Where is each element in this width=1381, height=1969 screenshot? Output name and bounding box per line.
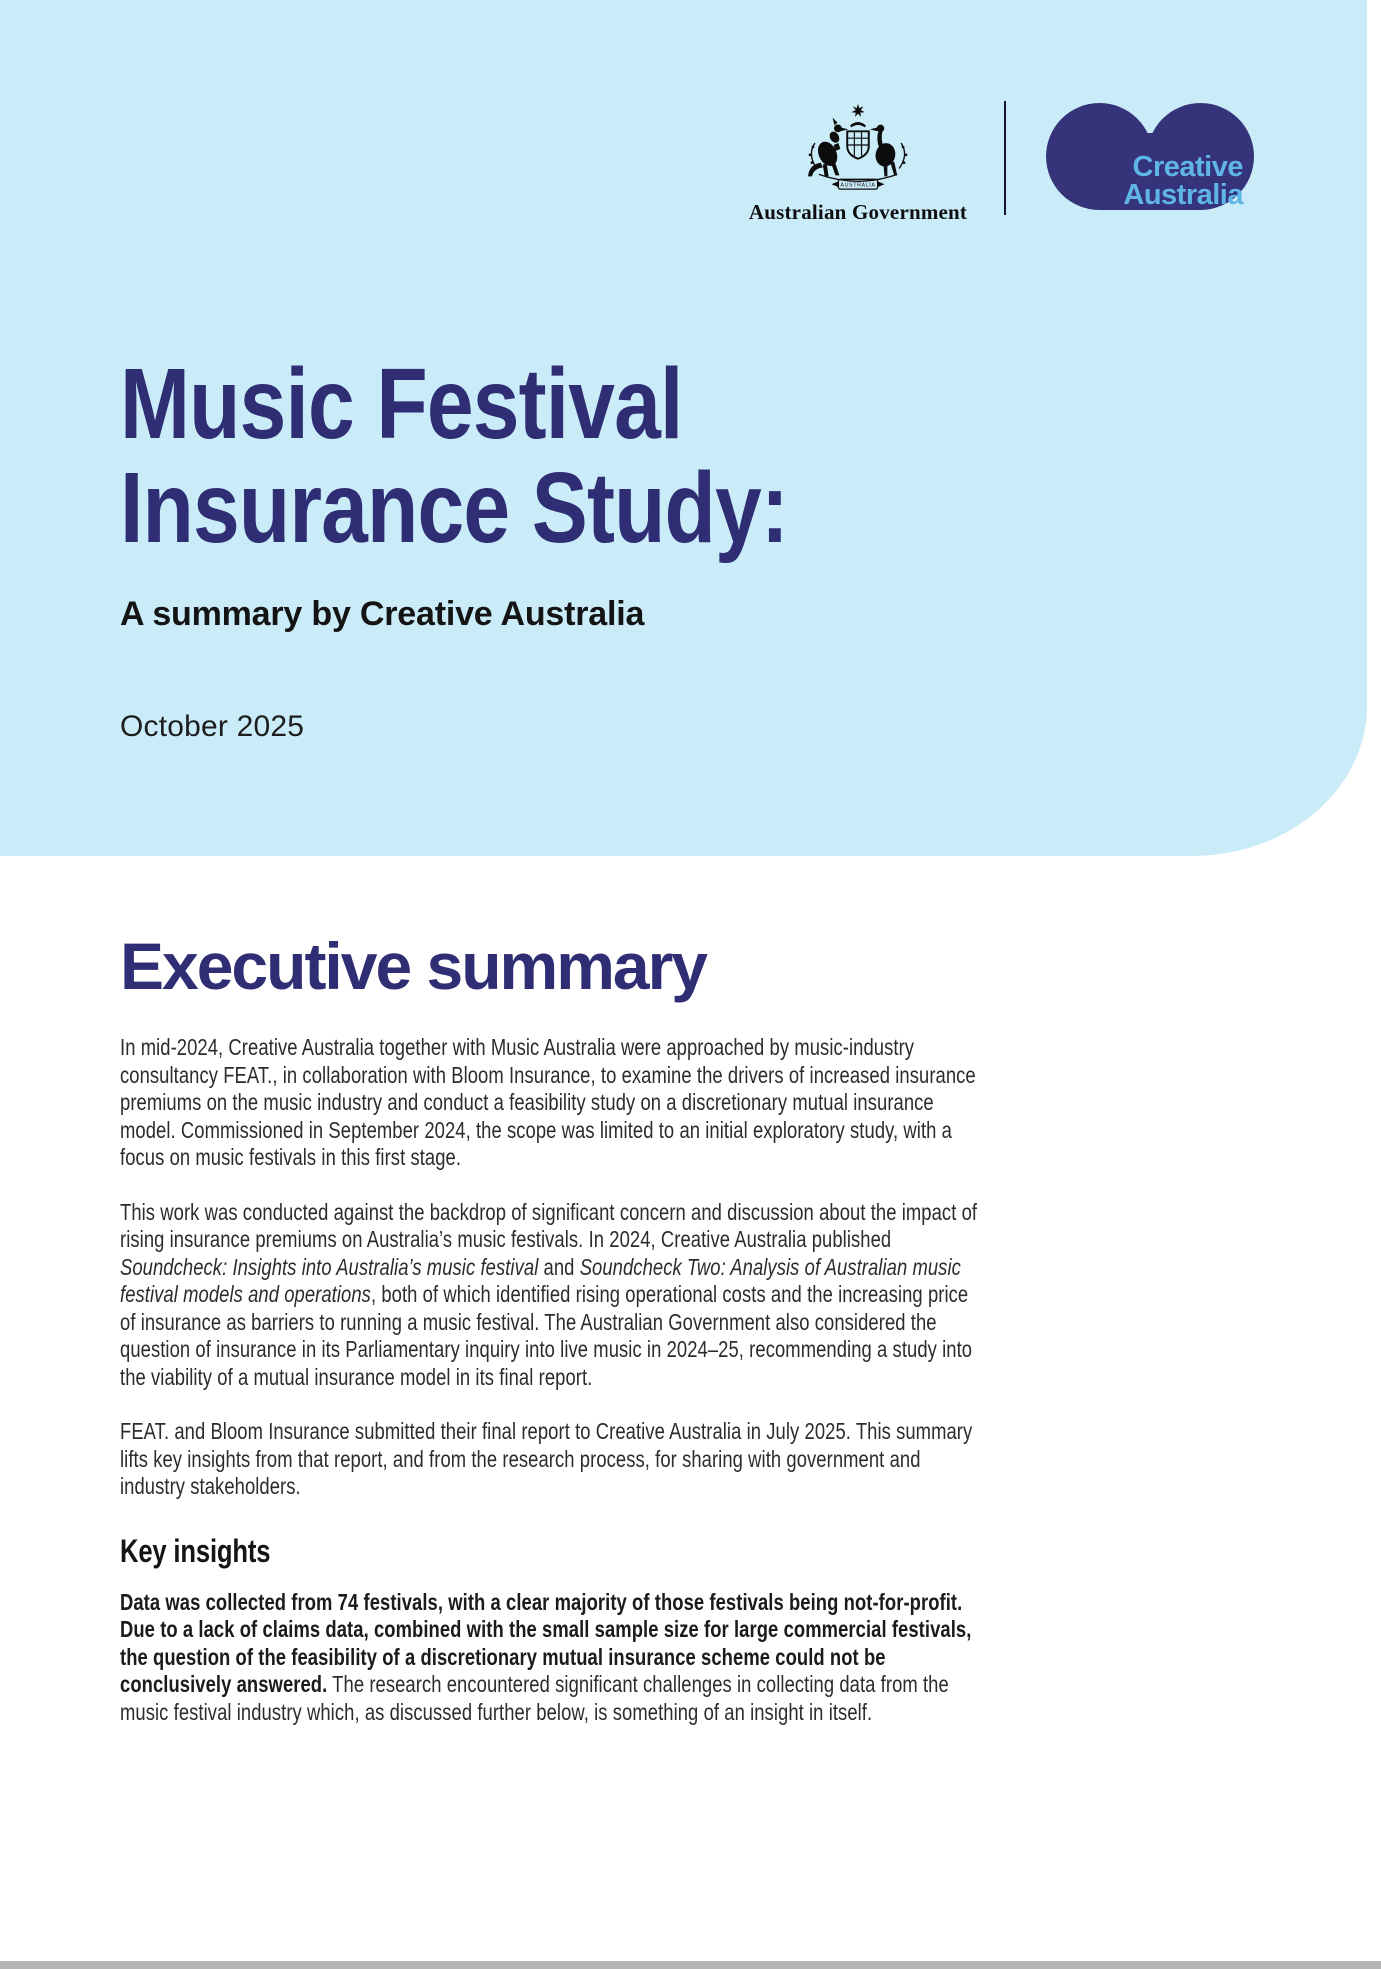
report-date: October 2025 xyxy=(120,710,305,743)
logo-header xyxy=(746,98,1254,225)
australian-government-block xyxy=(746,98,970,225)
coat-of-arms-banner-text: AUSTRALIA xyxy=(840,182,876,189)
report-subtitle: A summary by Creative Australia xyxy=(120,595,645,633)
header-divider xyxy=(1004,101,1006,215)
paragraph xyxy=(120,1589,984,1727)
report-title-line2: Insurance Study: xyxy=(120,452,789,564)
executive-summary-section xyxy=(0,856,1381,1753)
creative-australia-logo-text-line1: Creative xyxy=(1132,151,1243,183)
executive-summary-paragraphs xyxy=(120,1034,984,1501)
paragraph xyxy=(120,1418,984,1501)
cover-hero-panel xyxy=(0,0,1367,856)
coat-of-arms-icon xyxy=(801,98,915,194)
page-bottom-edge xyxy=(0,1961,1381,1969)
body-copy xyxy=(120,1034,984,1726)
report-title xyxy=(120,348,789,564)
text-segment: , both of which identified rising operational costs and the increasing price of insurance as barriers to running a music festival. The Australian Government also considered the question of insurance in its Parliamentary inquiry into live music in 2024–25, recommending a study into the viability of a mutual insurance model in its final report. xyxy=(120,1281,973,1390)
key-insights-paragraphs xyxy=(120,1589,984,1727)
paragraph xyxy=(120,1199,984,1392)
creative-australia-logo xyxy=(1046,103,1254,210)
executive-summary-heading: Executive summary xyxy=(120,929,707,1003)
emu-icon xyxy=(870,125,898,177)
text-segment: This work was conducted against the backdrop of significant concern and discussion about the impact of rising insurance premiums on Australia’s music festivals. In 2024, Creative Australia published xyxy=(120,1198,978,1252)
report-title-line1: Music Festival xyxy=(120,348,683,460)
australian-government-label: Australian Government xyxy=(748,200,968,224)
text-segment: In mid-2024, Creative Australia together with Music Australia were approached by music-industry consultancy FEAT., in collaboration with Bloom Insurance, to examine the drivers of increased insurance premiums on the music industry and conduct a feasibility study on a discretionary mutual insurance model. Commissioned in September 2024, the scope was limited to an initial exploratory study, with a focus on music festivals in this first stage. xyxy=(120,1034,976,1170)
text-segment: and xyxy=(538,1253,580,1280)
creative-australia-logo-text-line2: Australia xyxy=(1123,179,1243,210)
text-segment: Soundcheck: Insights into Australia’s music festival xyxy=(120,1253,539,1280)
key-insights-heading: Key insights xyxy=(120,1532,271,1569)
shield-icon xyxy=(847,131,869,158)
text-segment: The research encountered significant challenges in collecting data from the music festival industry which, as discussed further below, is something of an insight in itself. xyxy=(120,1671,949,1725)
text-segment: Data was collected from 74 festivals, with a clear majority of those festivals being not-for-profit. Due to a lack of claims data, combined with the small sample size for large commercial festivals, the question of the feasibility of a discretionary mutual insurance scheme could not be conclusively answered. xyxy=(120,1588,972,1697)
paragraph xyxy=(120,1034,984,1172)
text-segment: FEAT. and Bloom Insurance submitted their final report to Creative Australia in July 2025. This summary lifts key insights from that report, and from the research process, for sharing with government and industry stakeholders. xyxy=(120,1418,973,1499)
star-icon xyxy=(851,104,864,117)
text-segment: Soundcheck Two: Analysis of Australian music festival models and operations xyxy=(120,1253,961,1307)
